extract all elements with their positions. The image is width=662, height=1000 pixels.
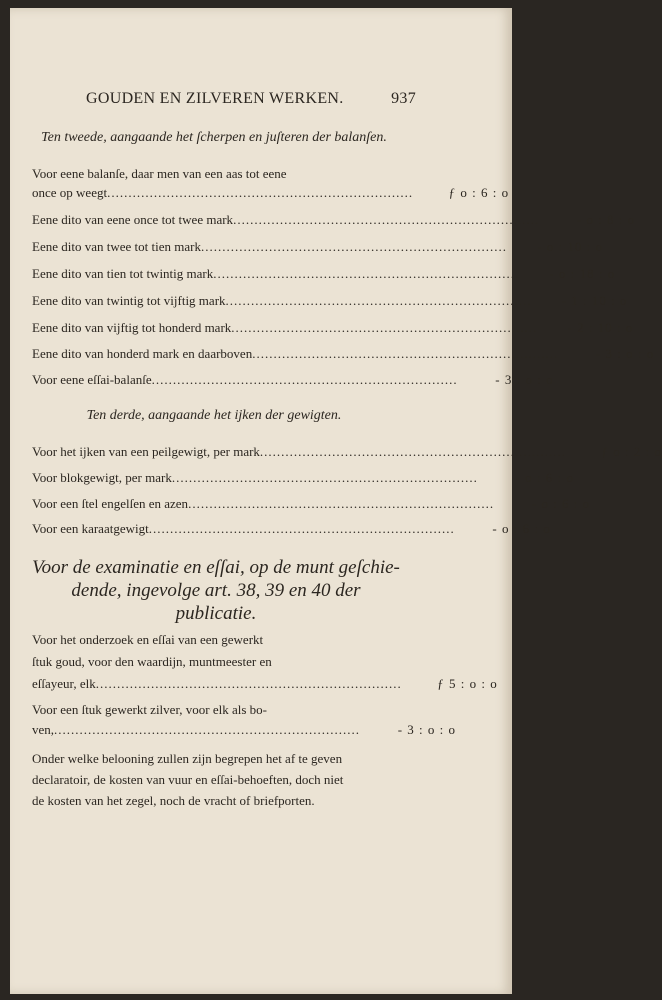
- section-heading-balances: Ten tweede, aangaande het ſcherpen en juſteren der balanſen.: [41, 130, 387, 145]
- row-label: Voor eene eſſai-balanſe: [32, 372, 152, 387]
- row-amount: - 2 : 10 : o: [567, 320, 634, 335]
- document-page: [10, 8, 662, 994]
- tariff-row: [32, 239, 603, 255]
- closing-paragraph: [32, 748, 410, 811]
- tariff-row: [32, 676, 498, 692]
- leader-dots: ........................................................................: [151, 372, 458, 387]
- leader-dots: ........................................................................: [188, 496, 495, 511]
- row-amount: - o : 10 : o: [537, 239, 603, 254]
- paragraph-line: declaratoir, de kosten van vuur en eſſai-behoeften, doch niet: [32, 772, 344, 787]
- section-heading-examination: [24, 556, 408, 625]
- tariff-row: [32, 496, 591, 512]
- tariff-row: [32, 346, 655, 362]
- section-heading-weights: Ten derde, aangaande het ijken der gewigten.: [86, 408, 342, 423]
- tariff-row: [32, 212, 636, 228]
- row-label: Eene dito van tien tot twintig mark: [32, 266, 214, 281]
- row-label: Eene dito van honderd mark en daarboven: [32, 346, 253, 361]
- tariff-row: [32, 266, 616, 282]
- leader-dots: ........................................................................: [231, 320, 538, 335]
- leader-dots: ........................................................................: [225, 293, 532, 308]
- page-number: 937: [391, 90, 416, 107]
- tariff-row: [32, 722, 457, 738]
- row-amount: - 3 : o : o: [495, 372, 554, 387]
- row-label: Voor een ſtel engelſen en azen: [32, 496, 189, 511]
- row-label: Voor blokgewigt, per mark: [32, 470, 172, 485]
- leader-dots: ........................................................................: [233, 212, 540, 227]
- leader-dots: ........................................................................: [200, 239, 507, 254]
- row-amount: - o : 6 : o: [492, 521, 551, 536]
- row-label: Eene dito van twee tot tien mark: [32, 239, 201, 254]
- tariff-row: [32, 470, 574, 486]
- row-amount: ƒ o : 2 : o: [601, 444, 662, 459]
- text-line: Voor een ſtuk gewerkt zilver, voor elk als bo-: [32, 702, 267, 717]
- leader-dots: ........................................................................: [252, 346, 559, 361]
- row-label: Eene dito van vijftig tot honderd mark: [32, 320, 232, 335]
- row-amount: - o : 6 : o: [515, 470, 574, 485]
- paragraph-line: de kosten van het zegel, noch de vracht of briefporten.: [32, 793, 315, 808]
- heading-line: publicatie.: [175, 603, 257, 624]
- tariff-row: [32, 320, 634, 336]
- row-amount: ƒ 5 : o : o: [437, 676, 498, 691]
- row-label: Eene dito van eene once tot twee mark: [32, 212, 234, 227]
- running-header: [86, 90, 416, 108]
- text-line: ſtuk goud, voor den waardijn, muntmeester en: [32, 654, 272, 669]
- heading-line: Voor de examinatie en eſſai, op de munt geſchie-: [32, 557, 400, 578]
- row-amount: - 1 : 10 : o: [561, 293, 628, 308]
- paragraph-line: Onder welke belooning zullen zijn begrepen het af te geven: [32, 751, 343, 766]
- row-amount: - o : 6 : o: [531, 496, 591, 511]
- intro-line: Voor eene balanſe, daar men van een aas tot eene: [32, 166, 287, 181]
- row-label: Voor een karaatgewigt: [32, 521, 149, 536]
- leader-dots: ........................................................................: [95, 676, 402, 691]
- row-label: ven,: [32, 722, 55, 737]
- leader-dots: ........................................................................: [171, 470, 478, 485]
- heading-line: dende, ingevolge art. 38, 39 en 40 der: [71, 580, 361, 601]
- row-amount: - 3 : o : o: [397, 722, 457, 737]
- row-amount: - 3 : o : o: [595, 346, 655, 361]
- leader-dots: ........................................................................: [213, 266, 520, 281]
- tariff-row: [32, 372, 554, 388]
- leader-dots: ........................................................................: [107, 185, 414, 200]
- header-title: GOUDEN EN ZILVEREN WERKEN.: [86, 90, 344, 107]
- text-line: Voor het onderzoek en eſſai van een gewerkt: [32, 632, 264, 647]
- row-label: once op weegt: [32, 185, 108, 200]
- row-amount: ƒ o : 6 : o: [448, 185, 510, 200]
- leader-dots: ........................................................................: [54, 722, 361, 737]
- row-amount: - o : 18 : o: [549, 266, 616, 281]
- tariff-row: [32, 293, 628, 309]
- row-label: Voor het ijken van een peilgewigt, per mark: [32, 444, 260, 459]
- leader-dots: ........................................................................: [148, 521, 455, 536]
- tariff-row: [32, 444, 662, 460]
- leader-dots: ........................................................................: [259, 444, 566, 459]
- tariff-row: [32, 185, 510, 201]
- row-amount: - o : 8 : o: [576, 212, 636, 227]
- tariff-row: [32, 521, 551, 537]
- row-label: Eene dito van twintig tot vijftig mark: [32, 293, 226, 308]
- row-label: eſſayeur, elk: [32, 676, 96, 691]
